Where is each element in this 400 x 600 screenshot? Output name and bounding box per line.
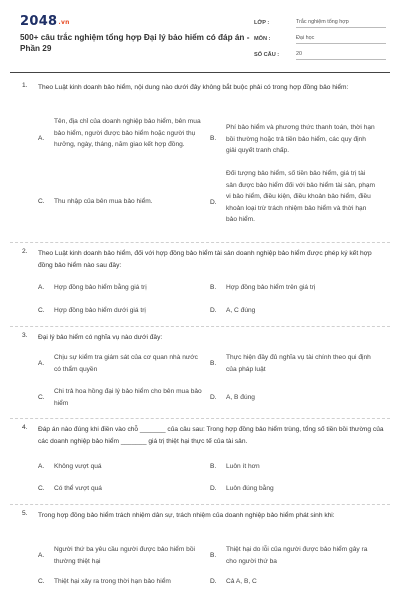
- option-letter: B.: [210, 552, 217, 559]
- question-text: Theo Luật kinh doanh bảo hiểm, nội dung nào dưới đây không bắt buộc phải có trong hợp đồng bảo hiểm:: [38, 84, 349, 91]
- option-a[interactable]: [38, 461, 208, 473]
- option-d[interactable]: [210, 576, 380, 588]
- meta-label: SỐ CÂU :: [254, 52, 280, 58]
- option-c[interactable]: [38, 386, 208, 410]
- meta-value: 20: [296, 51, 386, 60]
- option-text: Hợp đồng bảo hiểm bằng giá trị: [54, 284, 147, 291]
- option-letter: D.: [210, 199, 217, 206]
- option-letter: C.: [38, 485, 45, 492]
- option-text: A, C đúng: [226, 307, 256, 314]
- option-text: Chi trả hoa hồng đại lý bảo hiểm cho bên mua bảo hiểm: [54, 388, 202, 407]
- option-letter: B.: [210, 135, 217, 142]
- option-text: Hợp đồng bảo hiểm trên giá trị: [226, 284, 316, 291]
- option-letter: B.: [210, 360, 217, 367]
- document-meta: [254, 12, 386, 60]
- question-number: 3.: [22, 332, 28, 339]
- option-text: A, B đúng: [226, 394, 255, 401]
- question-separator: [10, 504, 390, 505]
- meta-label: MÔN :: [254, 36, 271, 42]
- option-text: Không vượt quá: [54, 463, 102, 470]
- option-letter: A.: [38, 284, 45, 291]
- option-letter: C.: [38, 307, 45, 314]
- option-text: Có thể vượt quá: [54, 485, 102, 492]
- question-4: [10, 424, 390, 500]
- question-text: Theo Luật kinh doanh bảo hiểm, đối với hợp đồng bảo hiểm tài sản doanh nghiệp bảo hiểm được phép ký kết hợp đồng bảo hiểm nào sau đây:: [38, 250, 372, 269]
- question-text: Trong hợp đồng bảo hiểm trách nhiệm dân sự, trách nhiệm của doanh nghiệp bảo hiểm phát sinh khi:: [38, 512, 335, 519]
- option-b[interactable]: [210, 544, 380, 568]
- option-letter: D.: [210, 578, 217, 585]
- option-c[interactable]: [38, 483, 208, 495]
- option-a[interactable]: [38, 282, 208, 294]
- question-5: [10, 510, 390, 596]
- option-letter: A.: [38, 135, 45, 142]
- option-letter: C.: [38, 394, 45, 401]
- question-number: 4.: [22, 424, 28, 431]
- option-text: Hợp đồng bảo hiểm dưới giá trị: [54, 307, 146, 314]
- option-c[interactable]: [38, 196, 208, 208]
- option-b[interactable]: [210, 461, 380, 473]
- logo-suffix: .vn: [58, 19, 70, 26]
- option-text: Thiệt hại xảy ra trong thời hạn bảo hiểm: [54, 578, 171, 585]
- document-title: 500+ câu trắc nghiệm tổng hợp Đại lý bảo hiểm có đáp án - Phần 29: [20, 33, 250, 53]
- option-text: Phí bảo hiểm và phương thức thanh toán, thời hạn bồi thường hoặc trả tiền bảo hiểm, các quy định giải quyết tranh chấp.: [226, 124, 375, 154]
- option-c[interactable]: [38, 576, 208, 588]
- option-letter: A.: [38, 463, 45, 470]
- question-separator: [10, 326, 390, 327]
- option-letter: C.: [38, 198, 45, 205]
- option-letter: B.: [210, 284, 217, 291]
- option-a[interactable]: [38, 544, 208, 568]
- option-c[interactable]: [38, 305, 208, 317]
- option-text: Người thứ ba yêu cầu người được bảo hiểm bồi thường thiệt hại: [54, 546, 195, 565]
- question-number: 2.: [22, 248, 28, 255]
- logo-text: 2048: [20, 14, 58, 29]
- question-separator: [10, 242, 390, 243]
- meta-value: Đại học: [296, 35, 386, 44]
- question-1: [10, 82, 390, 232]
- meta-label: LỚP :: [254, 20, 270, 26]
- question-text: Đại lý bảo hiểm có nghĩa vụ nào dưới đây:: [38, 334, 163, 341]
- question-number: 5.: [22, 510, 28, 517]
- option-letter: A.: [38, 360, 45, 367]
- question-2: [10, 248, 390, 320]
- option-text: Luôn đúng bằng: [226, 485, 274, 492]
- option-text: Thiệt hại do lỗi của người được bảo hiểm gây ra cho người thứ ba: [226, 546, 368, 565]
- option-letter: D.: [210, 485, 217, 492]
- question-3: [10, 332, 390, 412]
- meta-row-subject: [254, 28, 386, 44]
- option-d[interactable]: [210, 168, 380, 240]
- option-text: Tên, địa chỉ của doanh nghiệp bảo hiểm, bên mua bảo hiểm, người được bảo hiểm hoặc người thụ hưởng, ngày, tháng, năm giao kết hợp đồng.: [54, 118, 201, 148]
- option-a[interactable]: [38, 352, 208, 376]
- meta-row-class: [254, 12, 386, 28]
- meta-row-count: [254, 44, 386, 60]
- document-header: [14, 10, 386, 62]
- option-letter: B.: [210, 463, 217, 470]
- option-d[interactable]: [210, 483, 380, 495]
- option-letter: C.: [38, 578, 45, 585]
- header-divider: [10, 72, 390, 73]
- question-text: Đáp án nào đúng khi điền vào chỗ _______ của câu sau: Trong hợp đồng bảo hiểm trùng, tổng số tiền bồi thường của các doanh nghiệp bảo hiểm _______ giá trị thiệt hại thực tế của tài sản.: [38, 426, 384, 445]
- option-text: Thu nhập của bên mua bảo hiểm.: [54, 198, 153, 205]
- option-text: Luôn ít hơn: [226, 463, 260, 470]
- option-text: Đối tượng bảo hiểm, số tiền bảo hiểm, giá trị tài sản được bảo hiểm đối với bảo hiểm tài sản, phạm vi bảo hiểm, điều kiện, điều khoản bảo hiểm, điều khoản loại trừ trách nhiệm bảo hiểm và thời hạn bảo hiểm.: [226, 170, 376, 223]
- option-letter: D.: [210, 307, 217, 314]
- question-separator: [10, 418, 390, 419]
- option-b[interactable]: [210, 122, 380, 158]
- option-d[interactable]: [210, 392, 380, 404]
- meta-value: Trắc nghiệm tổng hợp: [296, 19, 386, 28]
- option-b[interactable]: [210, 352, 380, 376]
- option-text: Chịu sự kiểm tra giám sát của cơ quan nhà nước có thẩm quyền: [54, 354, 198, 373]
- option-letter: A.: [38, 552, 45, 559]
- option-letter: D.: [210, 394, 217, 401]
- option-text: Cả A, B, C: [226, 578, 257, 585]
- option-a[interactable]: [38, 116, 208, 164]
- question-number: 1.: [22, 82, 28, 89]
- option-b[interactable]: [210, 282, 380, 294]
- site-logo[interactable]: [20, 14, 70, 29]
- option-d[interactable]: [210, 305, 380, 317]
- option-text: Thực hiện đầy đủ nghĩa vụ tài chính theo qui định của pháp luật: [226, 354, 371, 373]
